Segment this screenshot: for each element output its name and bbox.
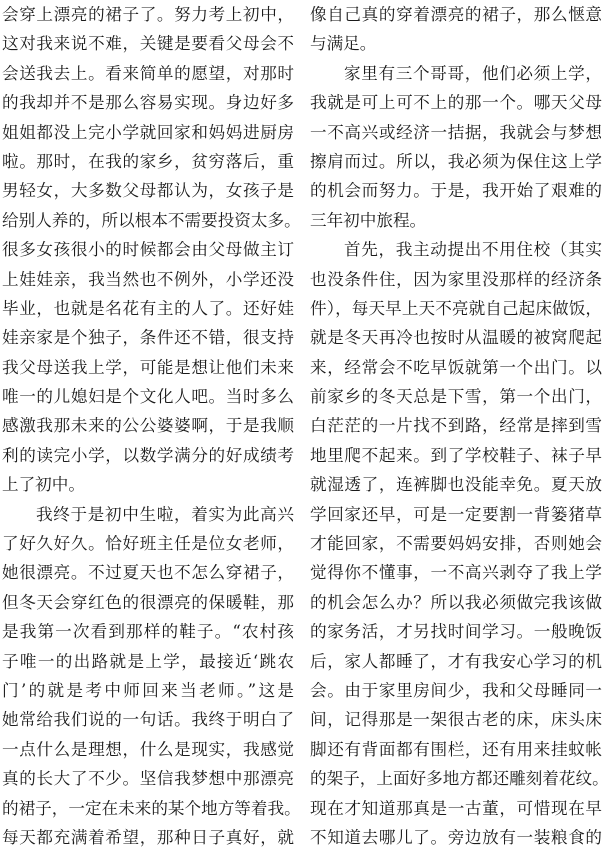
text-line: 她常给我们说的一句话。我终于明白了 [2,710,294,730]
text-line: 就湿透了，连裤脚也没能幸免。夏天放 [310,475,602,495]
text-line: 的我却并不是那么容易实现。身边好多 [2,93,294,113]
text-line: 不知道去哪儿了。旁边放有一装粮食的 [310,827,602,847]
text-line: 首先，我主动提出不用住校（其实 [344,240,602,260]
text-line: 学回家还早，可是一定要割一背篓猪草 [310,504,602,524]
text-line: 像自己真的穿着漂亮的裙子，那么惬意 [310,5,602,24]
text-line: 子唯一的出路就是上学，最接近‘跳农 [2,651,294,671]
text-line: 上了初中。 [2,475,85,495]
text-line: 会穿上漂亮的裙子了。努力考上初中， [2,5,294,24]
text-line: 利的读完小学，以数学满分的好成绩考 [2,445,294,465]
text-line: 才能回家，不需要妈妈安排，否则她会 [310,534,602,554]
text-line: 我父母送我上学，可能是想让他们未来 [2,357,294,377]
text-line: 的机会怎么办？所以我必须做完我该做 [310,592,602,612]
text-line: 真的长大了不少。坚信我梦想中那漂亮 [2,769,294,789]
text-line: 每天都充满着希望，那种日子真好，就 [2,827,294,847]
text-line: 娃亲家是个独子，条件还不错，很支持 [2,328,294,348]
text-line: 的裙子，一定在未来的某个地方等着我。 [2,798,301,818]
text-line: 啦。那时，在我的家乡，贫穷落后，重 [2,151,294,171]
text-line: 上娃娃亲，我当然也不例外，小学还没 [2,269,294,289]
text-line: 就是冬天再冷也按时从温暖的被窝爬起 [310,328,602,348]
text-line: 我就是可上可不上的那一个。哪天父母 [310,93,602,113]
text-line: 但冬天会穿红色的很漂亮的保暖鞋，那 [2,592,294,612]
text-line: 毕业，也就是名花有主的人了。还好娃 [2,298,294,318]
text-line: 地里爬不起来。到了学校鞋子、袜子早 [310,445,602,465]
text-line: 后，家人都睡了，才有我安心学习的机 [310,651,602,671]
text-line: 男轻女，大多数父母都认为，女孩子是 [2,181,294,201]
text-line: 我终于是初中生啦，着实为此高兴 [36,504,294,524]
text-line: 间，记得那是一架很古老的床，床头床 [310,710,602,730]
text-line: 擦肩而过。所以，我必须为保住这上学 [310,151,602,171]
text-line: 件），每天早上天不亮就自己起床做饭， [310,298,602,318]
text-line: 是我第一次看到那样的鞋子。“农村孩 [2,622,294,642]
text-line: 的家务活，才另找时间学习。一般晚饭 [310,622,602,642]
text-line: 会。由于家里房间少，我和父母睡同一 [310,680,602,700]
text-line: 一点什么是理想，什么是现实，我感觉 [2,739,294,759]
text-line: 的机会而努力。于是，我开始了艰难的 [310,181,602,201]
text-line: 唯一的儿媳妇是个文化人吧。当时多么 [2,387,294,407]
text-line: 姐姐都没上完小学就回家和妈妈进厨房 [2,122,294,142]
text-line: 白茫茫的一片找不到路，经常是摔到雪 [310,416,602,436]
text-line: 来，经常会不吃早饭就第一个出门。以 [310,357,602,377]
text-line: 会送我去上。看来简单的愿望，对那时 [2,63,294,83]
text-line: 三年初中旅程。 [310,210,427,230]
text-line: 现在才知道那真是一古董，可惜现在早 [310,798,602,818]
text-line: 的架子，上面好多地方都还雕刻着花纹。 [310,769,609,789]
text-line: 这对我来说不难，关键是要看父母会不 [2,34,294,54]
text-line: 与满足。 [310,34,377,54]
text-line: 脚还有背面都有围栏，还有用来挂蚊帐 [310,739,602,759]
text-line: 她很漂亮。不过夏天也不怎么穿裙子， [2,563,294,583]
text-line: 给别人养的，所以根本不需要投资太多。 [2,210,301,230]
text-line: 很多女孩很小的时候都会由父母做主订 [2,240,294,260]
text-column-right [310,0,609,852]
text-line: 了好久好久。恰好班主任是位女老师， [2,534,294,554]
text-line: 家里有三个哥哥，他们必须上学， [344,63,602,83]
text-line: 一不高兴或经济一拮据，我就会与梦想 [310,122,602,142]
text-line: 也没条件住，因为家里没那样的经济条 [310,269,602,289]
text-line: 门’的就是考中师回来当老师。”这是 [2,680,294,700]
text-column-left [2,0,301,852]
text-line: 前家乡的冬天总是下雪，第一个出门， [310,387,602,407]
text-line: 觉得你不懂事，一不高兴剥夺了我上学 [310,563,602,583]
text-line: 感激我那未来的公公婆婆啊，于是我顺 [2,416,294,436]
